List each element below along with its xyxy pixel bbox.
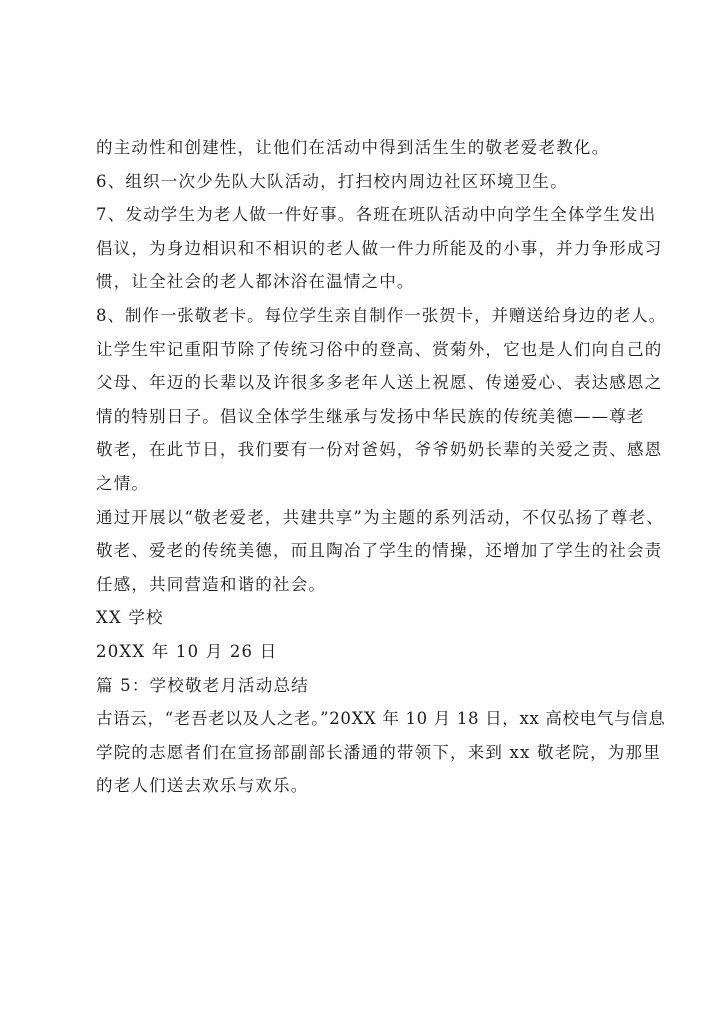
text-line-19: 学院的志愿者们在宣扬部副部长潘通的带领下，来到 xx 敬老院，为那里 <box>96 742 661 762</box>
text-line-20: 的老人们送去欢乐与欢乐。 <box>96 776 309 796</box>
text-line-18: 古语云，“老吾老以及人之老。”20XX 年 10 月 18 日，xx 高校电气与信息 <box>96 709 666 729</box>
text-line-8: 父母、年迈的长辈以及许很多多老年人送上祝愿、传递爱心、表达感恩之 <box>96 373 663 393</box>
text-line-2: 6、组织一次少先队大队活动，打扫校内周边社区环境卫生。 <box>96 171 568 191</box>
text-line-14: 任感，共同营造和谐的社会。 <box>96 574 327 594</box>
document-body <box>96 131 666 803</box>
signature-school: XX 学校 <box>96 608 164 628</box>
text-line-10: 敬老，在此节日，我们要有一份对爸妈，爷爷奶奶长辈的关爱之责、感恩 <box>96 440 663 460</box>
text-line-1: 的主动性和创建性，让他们在活动中得到活生生的敬老爱老教化。 <box>96 138 610 157</box>
text-line-5: 惯，让全社会的老人都沐浴在温情之中。 <box>96 272 415 292</box>
text-line-12: 通过开展以“敬老爱老，共建共享”为主题的系列活动，不仅弘扬了尊老、 <box>96 507 664 527</box>
text-block <box>96 131 666 803</box>
text-line-4: 倡议，为身边相识和不相识的老人做一件力所能及的小事，并力争形成习 <box>96 238 663 258</box>
section-heading: 篇 5：学校敬老月活动总结 <box>96 675 309 695</box>
text-line-6: 8、制作一张敬老卡。每位学生亲自制作一张贺卡，并赠送给身边的老人。 <box>96 305 667 325</box>
text-line-9: 情的特别日子。倡议全体学生继承与发扬中华民族的传统美德——尊老 <box>96 406 645 426</box>
text-line-3: 7、发动学生为老人做一件好事。各班在班队活动中向学生全体学生发出 <box>96 205 657 225</box>
signature-date: 20XX 年 10 月 26 日 <box>96 641 278 661</box>
text-line-11: 之情。 <box>96 473 150 493</box>
text-line-7: 让学生牢记重阳节除了传统习俗中的登高、赏菊外，它也是人们向自己的 <box>96 339 663 359</box>
text-line-13: 敬老、爱老的传统美德，而且陶冶了学生的情操，还增加了学生的社会责 <box>96 541 663 561</box>
